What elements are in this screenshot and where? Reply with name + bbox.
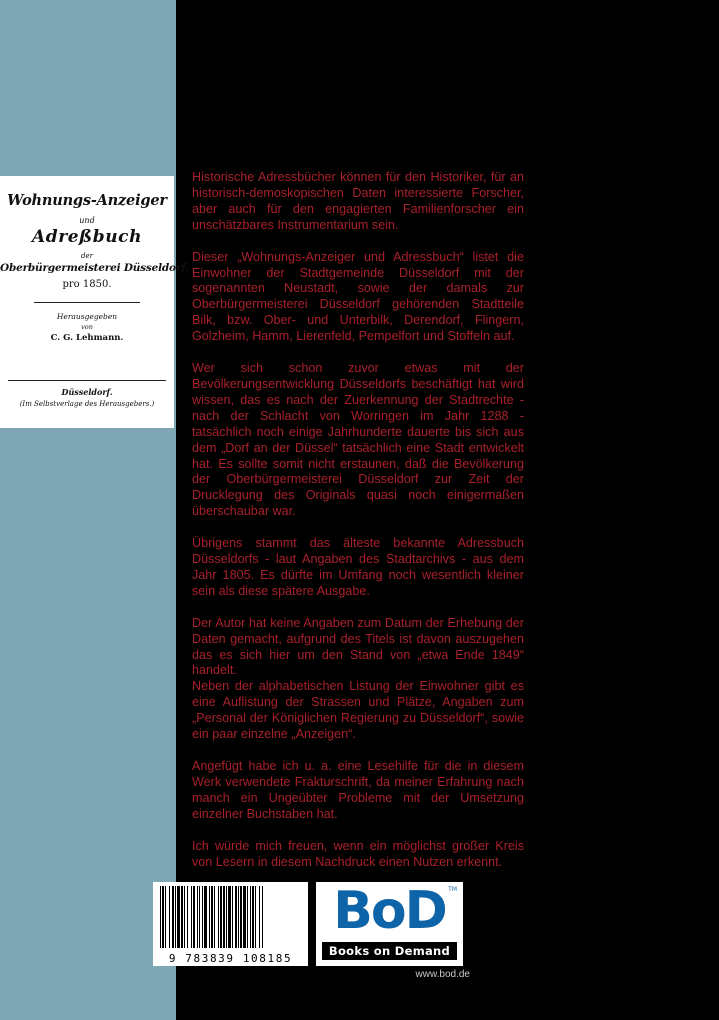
blurb-paragraph: Der Autor hat keine Angaben zum Datum der Erhebung der Daten gemacht, aufgrund des Titels ist davon auszugehen das es sich hier um den Stand von „etwa Ende 1849“ handelt. [192,615,524,678]
title-der: der [81,252,93,260]
blurb-paragraph: Dieser „Wohnungs-Anzeiger und Adressbuch“ listet die Einwohner der Stadtgemeinde Düsseldorf mit der sogenannten Neustadt, sowie der damals zur Oberbürgermeisterei Düsseldorf gehörenden Stadtteile Bilk, bzw. Ober- und Unterbilk, Derendorf, Flingern, Golzheim, Hamm, Lierenfeld, Pempelfort und Stoffeln auf. [192,249,524,344]
title-von: von [81,323,93,331]
bod-logo [316,882,463,966]
title-selbstverlag: (Im Selbstverlage des Herausgebers.) [19,400,155,408]
blurb-paragraph: Historische Adressbücher können für den Historiker, für an historisch-demoskopischen Daten interessierte Forscher, aber auch für den engagierten Familienforscher ein unschätzbares Instrumentarium sein. [192,170,524,232]
isbn-barcode [153,882,308,966]
title-divider [34,302,140,303]
title-divider-bottom [8,380,166,381]
title-main: Wohnungs-Anzeiger [7,192,167,209]
blurb-paragraph: Angefügt habe ich u. a. eine Lesehilfe für die in diesem Werk verwendete Frakturschrift, da meiner Erfahrung nach manch ein Ungeübter Probleme mit der Umsetzung einzelner Buchstaben hat. [192,759,524,821]
bod-tagline: Books on Demand [322,942,457,960]
publisher-url[interactable]: www.bod.de [415,969,470,980]
title-editor: C. G. Lehmann. [50,333,124,343]
title-plate [0,176,189,428]
blurb-text [192,170,524,918]
title-herausgegeben: Herausgegeben [56,312,118,321]
title-subtitle: Adreßbuch [31,227,143,247]
title-place: Düsseldorf. [61,387,113,397]
blurb-paragraph: Wer sich schon zuvor etwas mit der Bevölkerungsentwicklung Düsseldorfs beschäftigt hat wird wissen, das es nach der Zuerkennung der Stadtrechte - nach der Schlacht von Worringen im Jahr 1288 - tatsächlich noch einige Jahrhunderte dauerte bis sich aus dem „Dorf an der Düssel“ tatsächlich eine Stadt entwickelt hat. Es sollte somit nicht erstaunen, daß die Bevölkerung der Oberbürgermeisterei Düsseldorf zur Zeit der Drucklegung des Originals quasi noch einigermaßen überschaubar war. [192,361,524,519]
barcode-bars [158,886,303,950]
bod-trademark: TM [448,886,457,893]
title-year: pro 1850. [62,279,112,290]
blurb-paragraph: Übrigens stammt das älteste bekannte Adressbuch Düsseldorfs - laut Angaben des Stadtarchivs - aus dem Jahr 1805. Es dürfte im Umfang noch wesentlich kleiner sein als diese spätere Ausgabe. [192,536,524,598]
title-und: und [79,216,95,225]
blurb-paragraph: Ich würde mich freuen, wenn ein möglichst großer Kreis von Lesern in diesem Nachdruck einen Nutzen erkennt. [192,838,524,869]
title-authority: Oberbürgermeisterei Düsseldorf. [0,262,189,274]
left-color-strip [0,0,189,1020]
bod-logo-letters: BoD [333,881,446,941]
blurb-paragraph: Neben der alphabetischen Listung der Einwohner gibt es eine Auflistung der Strassen und Plätze, Angaben zum „Personal der Königlichen Regierung zu Düsseldorf“, sowie ein paar einzelne „Anzeigen“. [192,679,524,742]
isbn-number: 9 783839 108185 [168,952,293,965]
